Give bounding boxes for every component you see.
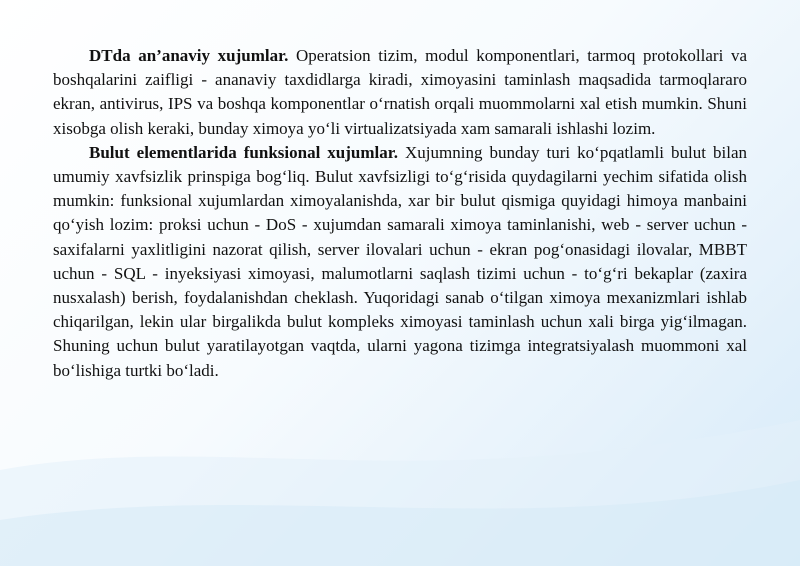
paragraph-traditional-attacks — [53, 44, 747, 141]
paragraph-heading: DTda an’anaviy xujumlar. — [89, 46, 289, 65]
paragraph-functional-attacks — [53, 141, 747, 383]
paragraph-text: Xujumning bunday turi ko‘pqatlamli bulut bilan umumiy xavfsizlik prinspiga bog‘liq. Bulut xavfsizligi to‘g‘risida quydagilarni yechim sifatida olish mumkin: funksional xujumlardan ximoyalanishda, xar bir bulut qismiga quyidagi himoya manbaini qo‘yish lozim: proksi uchun - DoS - xujumdan samarali ximoya taminlanishi, web - server uchun - saxifalarni yaxlitligini nazorat qilish, server ilovalari uchun - ekran pog‘onasidagi ilovalar, MBBT uchun - SQL - inyeksiyasi ximoyasi, malumotlarni saqlash tizimi uchun - to‘g‘ri bekaplar (zaxira nusxalash) berish, foydalanishdan cheklash. Yuqoridagi sanab o‘tilgan ximoya mexanizmlari ishlab chiqarilgan, lekin ular birgalikda bulut kompleks ximoyasi taminlash uchun xali birga yig‘ilmagan. Shuning uchun bulut yaratilayotgan vaqtda, ularni yagona tizimga integratsiyalash muommoni xal bo‘lishiga turtki bo‘ladi. — [53, 142, 747, 380]
paragraph-heading: Bulut elementlarida funksional xujumlar. — [89, 142, 398, 162]
text-body — [53, 44, 747, 383]
paragraph-text: Operatsion tizim, modul komponentlari, tarmoq protokollari va boshqalarini zaifligi - ananaviy taxdidlarga kiradi, ximoyasini taminlash maqsadida tarmoqlararo ekran, antivirus, IPS va boshqa komponentlar o‘rnatish orqali muommolarni xal etish mumkin. Shuni xisobga olish keraki, bunday ximoya yo‘li virtualizatsiyada xam samarali ishlashi lozim. — [53, 46, 747, 138]
